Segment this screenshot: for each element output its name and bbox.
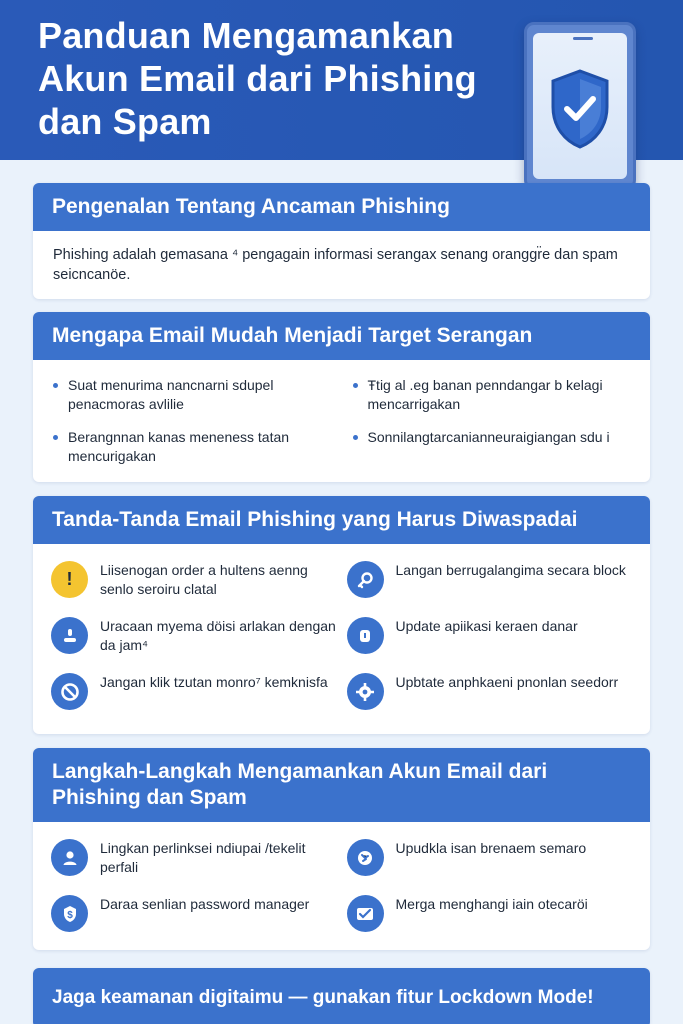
bullet-text: Ŧtig al .eg banan penndangar b kelagi mencarrigakan (367, 377, 603, 412)
lock-icon (347, 617, 384, 654)
list-item (351, 428, 633, 466)
cta-banner (33, 968, 650, 1024)
phone-speaker (573, 37, 593, 40)
list-item (347, 561, 633, 599)
list-item (347, 895, 633, 932)
steps-section (33, 748, 650, 950)
item-text: Lingkan perlinksei ndiupai /tekelit perfali (100, 840, 306, 875)
cta-text: Jaga keamanan digitaimu — gunakan fitur Lockdown Mode! (33, 968, 650, 1024)
signs-section (33, 496, 650, 734)
shield-check-icon (547, 67, 613, 151)
list-item (51, 561, 337, 599)
refresh-icon (347, 839, 384, 876)
bullet-dot (53, 435, 58, 440)
block-icon (51, 673, 88, 710)
signs-list (33, 544, 650, 710)
item-text: Upudkla isan brenaem semaro (395, 840, 587, 856)
steps-list (33, 822, 650, 932)
warning-icon: ! (51, 561, 88, 598)
signs-heading: Tanda-Tanda Email Phishing yang Harus Diwaspadai (33, 496, 650, 544)
item-text: Jangan klik tzutan monro⁷ kemknisfa (100, 674, 328, 690)
why-section (33, 312, 650, 482)
why-bullet-list (33, 360, 650, 466)
item-text: Liisenogan order a hultens aenng senlo seroiru clatal (100, 562, 308, 597)
list-item (347, 839, 633, 877)
svg-text:$: $ (66, 909, 73, 921)
list-item (347, 617, 633, 655)
bullet-dot (353, 435, 358, 440)
item-text: Merga menghangi iain otecaröi (395, 896, 588, 912)
item-text: Daraa senlian password manager (100, 896, 310, 912)
item-text: Upbtate anphkaeni pnonlan seedorr (395, 674, 619, 690)
intro-section (33, 183, 650, 299)
bullet-text: Berangnnan kanas meneness tatan mencurigakan (68, 429, 290, 464)
list-item (51, 895, 337, 932)
list-item (51, 428, 333, 466)
key-icon (347, 561, 384, 598)
bullet-dot (53, 383, 58, 388)
page-title: Panduan Mengamankan Akun Email dari Phishing dan Spam (38, 15, 477, 142)
item-text: Uracaan myema döisi arlakan dengan da jam⁴ (100, 618, 336, 653)
list-item (51, 617, 337, 655)
intro-body: Phishing adalah gemasana ⁴ pengagain informasi serangax senang oranggr̈e dan spam seicncanöe. (53, 247, 618, 283)
settings-icon (347, 673, 384, 710)
bullet-text: Suat menurima nancnarni sdupel penacmoras avlilie (68, 377, 274, 412)
password-icon (51, 895, 88, 932)
list-item (51, 376, 333, 414)
intro-heading: Pengenalan Tentang Ancaman Phishing (33, 183, 650, 231)
item-text: Update apiikasi keraen danar (395, 618, 578, 634)
item-text: Langan berrugalangima secara block (395, 562, 626, 578)
user-icon (51, 839, 88, 876)
list-item (351, 376, 633, 414)
phone-screen (533, 33, 627, 179)
list-item (51, 839, 337, 877)
steps-heading (33, 748, 650, 822)
list-item (347, 673, 633, 710)
phone-illustration (524, 22, 636, 190)
mail-icon (347, 895, 384, 932)
list-item (51, 673, 337, 710)
user-icon (51, 617, 88, 654)
why-heading: Mengapa Email Mudah Menjadi Target Serangan (33, 312, 650, 360)
bullet-text: Sonnilangtarcanianneuraigiangan sdu i (367, 429, 610, 445)
bullet-dot (353, 383, 358, 388)
steps-heading-text: Langkah-Langkah Mengamankan Akun Email dari Phishing dan Spam (52, 760, 548, 809)
